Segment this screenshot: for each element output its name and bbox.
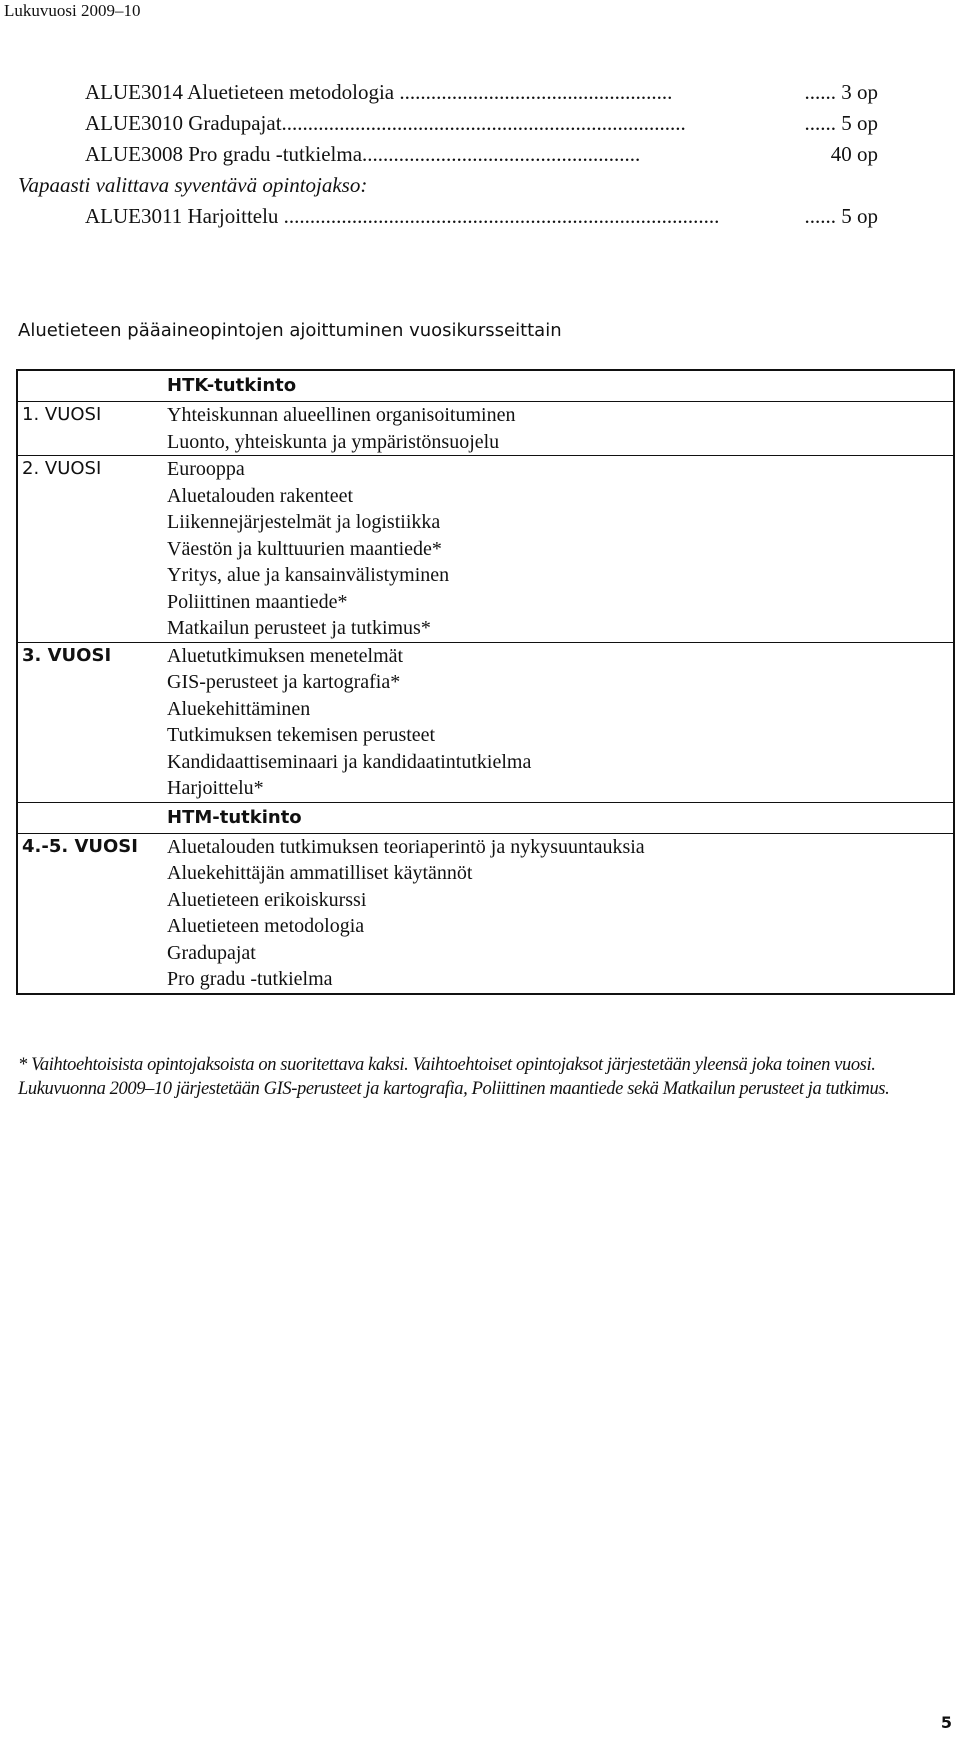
course-name: ALUE3008 Pro gradu -tutkielma..................................................... bbox=[85, 142, 641, 166]
year-cell bbox=[18, 803, 163, 833]
year-cell: 1. VUOSI bbox=[22, 404, 102, 425]
schedule-table bbox=[16, 369, 955, 995]
section-title: Aluetieteen pääaineopintojen ajoittuminen vuosikursseittain bbox=[18, 320, 562, 341]
year-cell: 2. VUOSI bbox=[22, 458, 102, 479]
course-name: ALUE3014 Aluetieteen metodologia .................................................... bbox=[85, 80, 673, 104]
course-credits: ...... 3 op bbox=[804, 80, 878, 104]
table-row-year-4-5 bbox=[18, 834, 953, 993]
course-line bbox=[18, 108, 918, 139]
table-row-year-3 bbox=[18, 643, 953, 803]
course-item: Aluetalouden rakenteet bbox=[167, 484, 354, 507]
course-item: Aluetieteen metodologia bbox=[167, 915, 365, 937]
course-line bbox=[18, 201, 918, 232]
courses-cell bbox=[163, 371, 953, 401]
course-item: Harjoittelu* bbox=[167, 777, 264, 799]
course-item: Liikennejärjestelmät ja logistiikka bbox=[167, 511, 441, 533]
course-credits: ...... 5 op bbox=[804, 204, 878, 228]
course-item: Luonto, yhteiskunta ja ympäristönsuojelu bbox=[167, 430, 500, 453]
course-item: Väestön ja kulttuurien maantiede* bbox=[167, 537, 442, 560]
course-credits: ...... 5 op bbox=[804, 111, 878, 135]
course-item: Yritys, alue ja kansainvälistyminen bbox=[167, 564, 450, 586]
course-item: Poliittinen maantiede* bbox=[167, 590, 348, 613]
course-item: Aluekehittäjän ammatilliset käytännöt bbox=[167, 862, 473, 884]
course-item: Gradupajat bbox=[167, 941, 256, 964]
table-row-htk-heading bbox=[18, 371, 953, 402]
courses-cell bbox=[163, 834, 953, 993]
course-item: Tutkimuksen tekemisen perusteet bbox=[167, 724, 436, 746]
year-cell: 4.-5. VUOSI bbox=[22, 835, 138, 857]
courses-cell bbox=[163, 402, 953, 455]
course-item: Kandidaattiseminaari ja kandidaatintutkielma bbox=[167, 750, 532, 773]
courses-cell bbox=[163, 456, 953, 642]
degree-heading: HTM-tutkinto bbox=[167, 806, 302, 828]
course-line bbox=[18, 77, 918, 108]
courses-cell bbox=[163, 803, 953, 833]
table-row-htm-heading bbox=[18, 803, 953, 834]
course-item: Yhteiskunnan alueellinen organisoituminen bbox=[167, 404, 516, 426]
elective-heading-line bbox=[18, 170, 918, 201]
course-item: Pro gradu -tutkielma bbox=[167, 968, 333, 990]
course-item: Aluetieteen erikoiskurssi bbox=[167, 888, 367, 911]
year-cell bbox=[18, 371, 163, 401]
course-name: ALUE3010 Gradupajat............................................................................. bbox=[85, 111, 686, 135]
table-row-year-2 bbox=[18, 456, 953, 643]
course-item: Matkailun perusteet ja tutkimus* bbox=[167, 617, 431, 639]
course-item: Aluekehittäminen bbox=[167, 697, 311, 720]
header-title: Lukuvuosi 2009–10 bbox=[4, 1, 141, 20]
course-list bbox=[18, 77, 918, 232]
course-line bbox=[18, 139, 918, 170]
course-item: Eurooppa bbox=[167, 458, 245, 480]
degree-heading: HTK-tutkinto bbox=[167, 375, 297, 396]
course-item: Aluetutkimuksen menetelmät bbox=[167, 644, 404, 667]
elective-heading: Vapaasti valittava syventävä opintojakso: bbox=[18, 173, 368, 197]
page-header bbox=[0, 0, 960, 24]
page-number: 5 bbox=[940, 1713, 952, 1732]
course-credits: 40 op bbox=[830, 142, 878, 166]
table-row-year-1 bbox=[18, 402, 953, 456]
course-item: Aluetalouden tutkimuksen teoriaperintö ja nykysuuntauksia bbox=[167, 835, 645, 858]
course-name: ALUE3011 Harjoittelu ................................................................................... bbox=[85, 204, 720, 228]
courses-cell bbox=[163, 643, 953, 802]
footnote: * Vaihtoehtoisista opintojaksoista on suoritettava kaksi. Vaihtoehtoiset opintojaksot järjestetään yleensä joka toinen vuosi. Lukuvuonna 2009–10 järjestetään GIS-perusteet ja kartografia, Poliittinen maantiede sekä Matkailun perusteet ja tutkimus. bbox=[18, 1055, 890, 1099]
year-cell: 3. VUOSI bbox=[22, 644, 112, 666]
course-item: GIS-perusteet ja kartografia* bbox=[167, 671, 401, 693]
